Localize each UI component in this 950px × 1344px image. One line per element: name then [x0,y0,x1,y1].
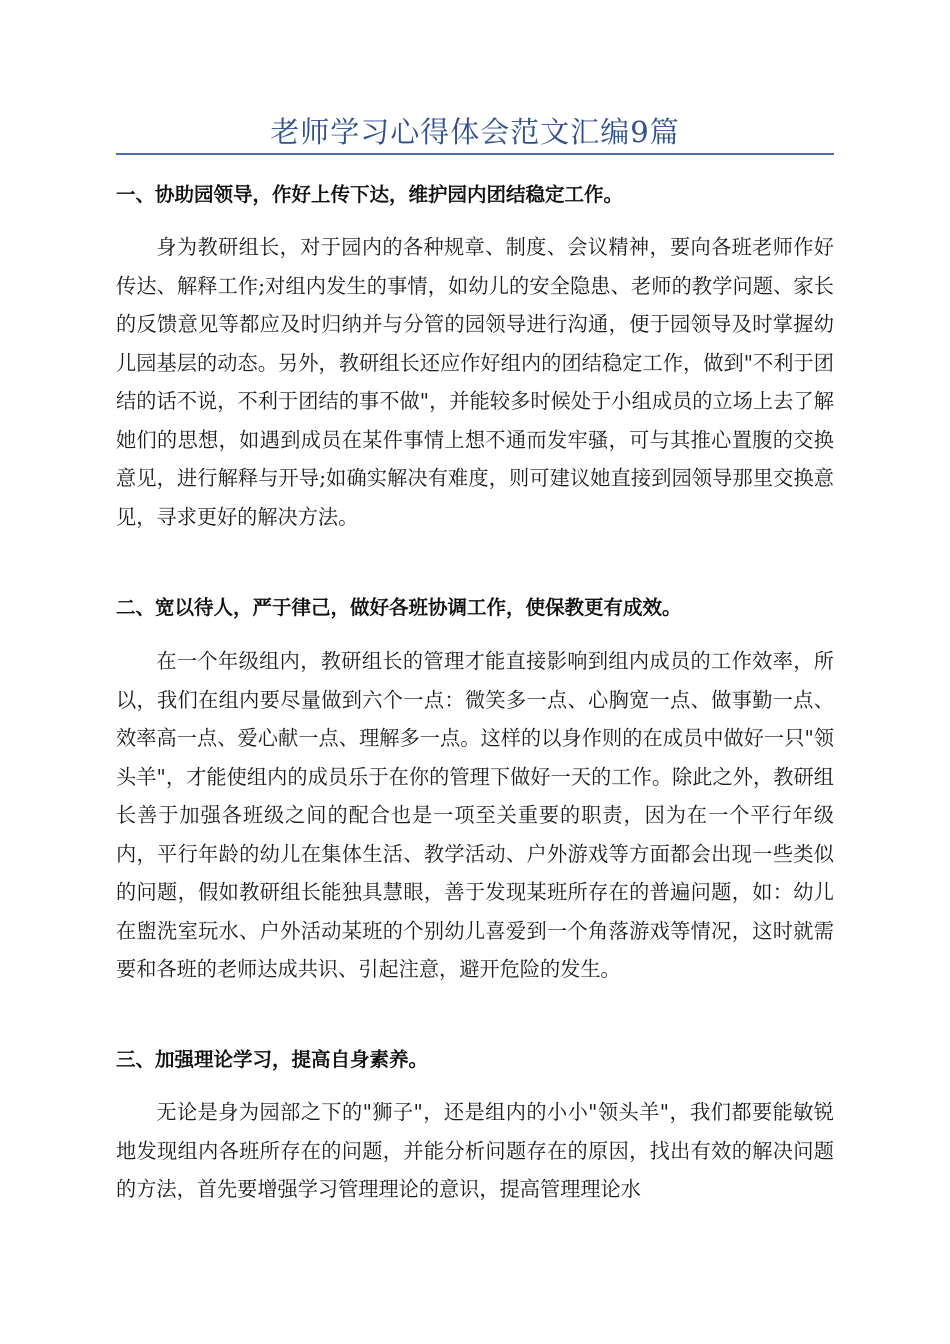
section-heading-1: 一、协助园领导，作好上传下达，维护园内团结稳定工作。 [116,183,624,206]
section-paragraph-3: 无论是身为园部之下的"狮子"，还是组内的小小"领头羊"，我们都要能敏锐地发现组内各班所存在的问题，并能分析问题存在的原因，找出有效的解决问题的方法，首先要增强学习管理理论的意识，提高管理理论水 [116,1100,834,1201]
document-title: 老师学习心得体会范文汇编9篇 [270,115,680,149]
section-heading-3: 三、加强理论学习，提高自身素养。 [116,1048,429,1071]
title-underline [116,153,834,155]
section-paragraph-2: 在一个年级组内，教研组长的管理才能直接影响到组内成员的工作效率，所以，我们在组内要尽量做到六个一点：微笑多一点、心胸宽一点、做事勤一点、效率高一点、爱心献一点、理解多一点。这样的以身作则的在成员中做好一只"领头羊"，才能使组内的成员乐于在你的管理下做好一天的工作。除此之外，教研组长善于加强各班级之间的配合也是一项至关重要的职责，因为在一个平行年级内，平行年龄的幼儿在集体生活、教学活动、户外游戏等方面都会出现一些类似的问题，假如教研组长能独具慧眼，善于发现某班所存在的普遍问题，如：幼儿在盥洗室玩水、户外活动某班的个别幼儿喜爱到一个角落游戏等情况，这时就需要和各班的老师达成共识、引起注意，避开危险的发生。 [116,649,834,981]
section-paragraph-1: 身为教研组长，对于园内的各种规章、制度、会议精神，要向各班老师作好传达、解释工作;对组内发生的事情，如幼儿的安全隐患、老师的教学问题、家长的反馈意见等都应及时归纳并与分管的园领导进行沟通，便于园领导及时掌握幼儿园基层的动态。另外，教研组长还应作好组内的团结稳定工作，做到"不利于团结的话不说，不利于团结的事不做"，并能较多时候处于小组成员的立场上去了解她们的思想，如遇到成员在某件事情上想不通而发牢骚，可与其推心置腹的交换意见，进行解释与开导;如确实解决有难度，则可建议她直接到园领导那里交换意见，寻求更好的解决方法。 [116,235,834,529]
section-heading-2: 二、宽以待人，严于律己，做好各班协调工作，使保教更有成效。 [116,596,682,619]
